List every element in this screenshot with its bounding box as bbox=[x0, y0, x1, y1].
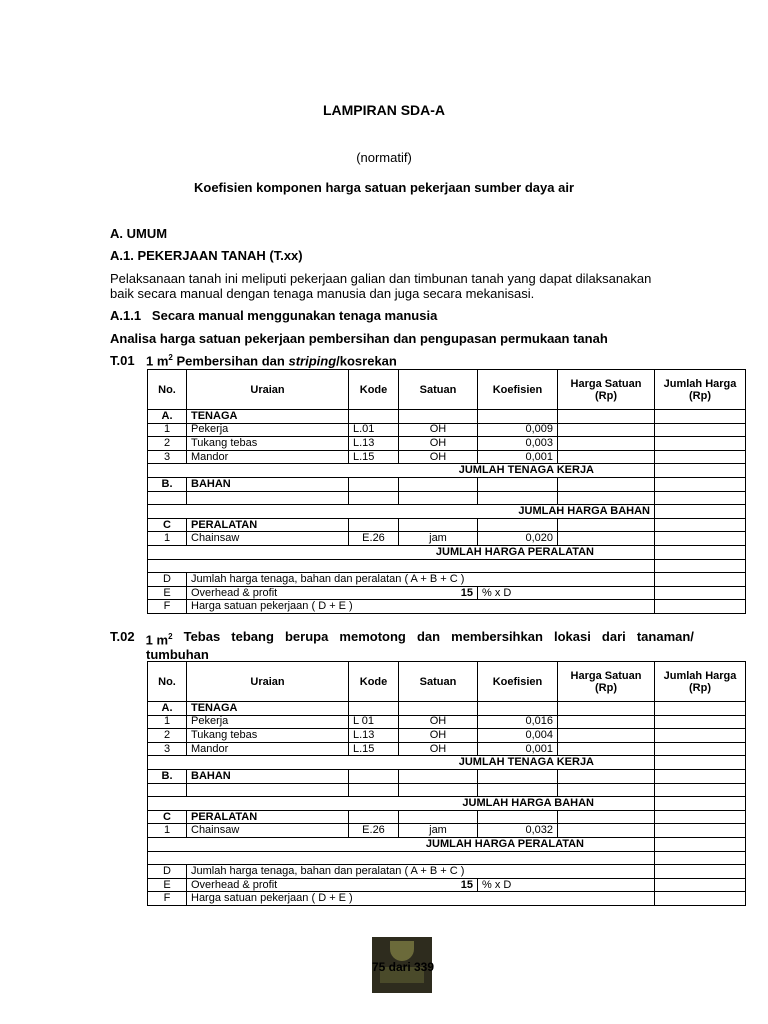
header-koefisien: Koefisien bbox=[478, 370, 558, 410]
row-uraian: Harga satuan pekerjaan ( D + E ) bbox=[187, 892, 655, 906]
row-koefisien: 0,001 bbox=[478, 742, 558, 756]
section-no: A. bbox=[148, 702, 187, 716]
row-no: F bbox=[148, 892, 187, 906]
table-t02 bbox=[147, 661, 746, 906]
row-satuan: jam bbox=[399, 824, 478, 838]
row-uraian: Overhead & profit bbox=[187, 878, 399, 892]
empty-row bbox=[148, 851, 746, 865]
header-no: No. bbox=[148, 662, 187, 702]
table-header-row bbox=[148, 370, 746, 410]
total-row-bahan bbox=[148, 797, 746, 811]
table-row bbox=[148, 824, 746, 838]
row-koefisien: 0,001 bbox=[478, 450, 558, 464]
overhead-value: 15 bbox=[399, 586, 478, 600]
analisa-heading: Analisa harga satuan pekerjaan pembersihan dan pengupasan permukaan tanah bbox=[110, 331, 608, 346]
header-jumlah-harga: Jumlah Harga (Rp) bbox=[655, 370, 746, 410]
section-row-bahan bbox=[148, 477, 746, 491]
total-row-tenaga bbox=[148, 464, 746, 478]
table-row bbox=[148, 729, 746, 743]
table-t01-desc-italic: striping bbox=[288, 353, 337, 369]
row-satuan: OH bbox=[399, 715, 478, 729]
page-number-badge bbox=[371, 937, 435, 993]
row-uraian: Jumlah harga tenaga, bahan dan peralatan ( A + B + C ) bbox=[187, 573, 655, 587]
section-a11-title: Secara manual menggunakan tenaga manusia bbox=[151, 308, 438, 323]
row-koefisien: 0,004 bbox=[478, 729, 558, 743]
empty-row bbox=[148, 559, 746, 573]
header-satuan: Satuan bbox=[399, 370, 478, 410]
total-label: JUMLAH HARGA BAHAN bbox=[148, 797, 655, 811]
section-a-heading: A. UMUM bbox=[110, 226, 168, 241]
header-kode: Kode bbox=[349, 370, 399, 410]
row-uraian: Pekerja bbox=[187, 715, 349, 729]
section-no: B. bbox=[148, 477, 187, 491]
row-no: 1 bbox=[148, 532, 187, 546]
row-no: D bbox=[148, 865, 187, 879]
header-uraian: Uraian bbox=[187, 662, 349, 702]
row-satuan: OH bbox=[399, 423, 478, 437]
table-t01-superscript: 2 bbox=[168, 353, 173, 362]
row-kode: L.13 bbox=[349, 437, 399, 451]
table-row bbox=[148, 532, 746, 546]
row-uraian: Mandor bbox=[187, 742, 349, 756]
header-uraian: Uraian bbox=[187, 370, 349, 410]
row-no: E bbox=[148, 878, 187, 892]
header-kode: Kode bbox=[349, 662, 399, 702]
total-label: JUMLAH TENAGA KERJA bbox=[148, 464, 655, 478]
table-t01-desc-pre: Pembersihan dan bbox=[176, 353, 289, 369]
row-uraian: Jumlah harga tenaga, bahan dan peralatan ( A + B + C ) bbox=[187, 865, 655, 879]
table-t01-title bbox=[110, 353, 397, 368]
row-uraian: Chainsaw bbox=[187, 532, 349, 546]
title-word: tebang bbox=[231, 629, 274, 644]
header-harga-satuan: Harga Satuan (Rp) bbox=[558, 662, 655, 702]
table-row bbox=[148, 742, 746, 756]
row-no: 2 bbox=[148, 729, 187, 743]
row-uraian: Overhead & profit bbox=[187, 586, 399, 600]
table-t01-quantity: 1 m bbox=[146, 353, 169, 369]
section-row-tenaga bbox=[148, 702, 746, 716]
row-kode: L.15 bbox=[349, 450, 399, 464]
title-word: memotong bbox=[339, 629, 406, 644]
page-subtitle: (normatif) bbox=[356, 150, 412, 165]
total-row-bahan bbox=[148, 505, 746, 519]
table-t02-quantity-wrap bbox=[146, 629, 173, 647]
row-kode: L.15 bbox=[349, 742, 399, 756]
section-row-bahan bbox=[148, 769, 746, 783]
summary-row-e bbox=[148, 878, 746, 892]
summary-row-f bbox=[148, 892, 746, 906]
row-satuan: OH bbox=[399, 742, 478, 756]
total-label: JUMLAH HARGA PERALATAN bbox=[148, 545, 655, 559]
title-word: Tebas bbox=[183, 629, 221, 644]
table-t02-title-line1 bbox=[110, 629, 694, 647]
page-title: LAMPIRAN SDA-A bbox=[322, 102, 446, 118]
table-row bbox=[148, 715, 746, 729]
logo-shape-icon bbox=[390, 941, 414, 961]
row-kode: E.26 bbox=[349, 824, 399, 838]
overhead-value: 15 bbox=[399, 878, 478, 892]
title-word: dari bbox=[601, 629, 626, 644]
summary-row-d bbox=[148, 573, 746, 587]
summary-row-d bbox=[148, 865, 746, 879]
row-uraian: Mandor bbox=[187, 450, 349, 464]
table-t02-quantity: 1 m bbox=[145, 632, 169, 648]
section-no: C bbox=[148, 518, 187, 532]
section-no: A. bbox=[148, 410, 187, 424]
row-no: 3 bbox=[148, 450, 187, 464]
document-heading: Koefisien komponen harga satuan pekerjaan sumber daya air bbox=[193, 180, 574, 195]
overhead-unit: % x D bbox=[478, 878, 655, 892]
title-word: dan bbox=[416, 629, 441, 644]
row-kode: L.01 bbox=[349, 423, 399, 437]
header-harga-satuan: Harga Satuan (Rp) bbox=[558, 370, 655, 410]
total-label: JUMLAH HARGA PERALATAN bbox=[148, 837, 655, 851]
section-no: B. bbox=[148, 769, 187, 783]
header-koefisien: Koefisien bbox=[478, 662, 558, 702]
header-no: No. bbox=[148, 370, 187, 410]
section-a1-paragraph: Pelaksanaan tanah ini meliputi pekerjaan galian dan timbunan tanah yang dapat dilaksanakan baik secara manual dengan tenaga manusia dan juga secara mekanisasi. bbox=[110, 271, 652, 301]
section-label: PERALATAN bbox=[187, 810, 349, 824]
table-t01-number: T.01 bbox=[110, 353, 135, 369]
table-row bbox=[148, 450, 746, 464]
row-no: 1 bbox=[148, 423, 187, 437]
summary-row-e bbox=[148, 586, 746, 600]
table-t02-title-line2: tumbuhan bbox=[146, 647, 209, 663]
section-row-peralatan bbox=[148, 810, 746, 824]
row-satuan: OH bbox=[399, 437, 478, 451]
row-kode: L 01 bbox=[349, 715, 399, 729]
total-label: JUMLAH HARGA BAHAN bbox=[148, 505, 655, 519]
row-satuan: OH bbox=[399, 450, 478, 464]
empty-row bbox=[148, 783, 746, 797]
header-satuan: Satuan bbox=[399, 662, 478, 702]
row-satuan: jam bbox=[399, 532, 478, 546]
table-t01-desc-post: /kosrekan bbox=[336, 353, 397, 369]
section-label: TENAGA bbox=[187, 702, 349, 716]
row-kode: E.26 bbox=[349, 532, 399, 546]
page-number: 75 dari 339 bbox=[371, 960, 435, 974]
row-uraian: Chainsaw bbox=[187, 824, 349, 838]
table-row bbox=[148, 423, 746, 437]
table-t02-number: T.02 bbox=[110, 629, 135, 644]
total-row-peralatan bbox=[148, 545, 746, 559]
row-no: 1 bbox=[148, 824, 187, 838]
row-uraian: Tukang tebas bbox=[187, 729, 349, 743]
empty-row bbox=[148, 491, 746, 505]
title-word: tanaman/ bbox=[636, 629, 694, 644]
summary-row-f bbox=[148, 600, 746, 614]
row-uraian: Harga satuan pekerjaan ( D + E ) bbox=[187, 600, 655, 614]
title-word: berupa bbox=[284, 629, 329, 644]
row-no: 3 bbox=[148, 742, 187, 756]
total-row-peralatan bbox=[148, 837, 746, 851]
row-uraian: Tukang tebas bbox=[187, 437, 349, 451]
title-word: membersihkan bbox=[451, 629, 543, 644]
row-koefisien: 0,009 bbox=[478, 423, 558, 437]
section-label: TENAGA bbox=[187, 410, 349, 424]
row-satuan: OH bbox=[399, 729, 478, 743]
section-row-tenaga bbox=[148, 410, 746, 424]
section-label: PERALATAN bbox=[187, 518, 349, 532]
table-header-row bbox=[148, 662, 746, 702]
row-no: F bbox=[148, 600, 187, 614]
row-koefisien: 0,020 bbox=[478, 532, 558, 546]
section-row-peralatan bbox=[148, 518, 746, 532]
section-a11-number: A.1.1 bbox=[110, 308, 142, 323]
total-label: JUMLAH TENAGA KERJA bbox=[148, 756, 655, 770]
section-a1-heading: A.1. PEKERJAAN TANAH (T.xx) bbox=[110, 248, 303, 263]
title-word: lokasi bbox=[553, 629, 591, 644]
table-t02-superscript: 2 bbox=[168, 632, 173, 641]
table-row bbox=[148, 437, 746, 451]
overhead-unit: % x D bbox=[478, 586, 655, 600]
section-label: BAHAN bbox=[187, 477, 349, 491]
row-no: E bbox=[148, 586, 187, 600]
table-t01 bbox=[147, 369, 746, 614]
row-no: 2 bbox=[148, 437, 187, 451]
header-jumlah-harga: Jumlah Harga (Rp) bbox=[655, 662, 746, 702]
section-a11-heading bbox=[110, 308, 437, 323]
row-no: 1 bbox=[148, 715, 187, 729]
total-row-tenaga bbox=[148, 756, 746, 770]
row-koefisien: 0,003 bbox=[478, 437, 558, 451]
row-kode: L.13 bbox=[349, 729, 399, 743]
row-koefisien: 0,032 bbox=[478, 824, 558, 838]
row-uraian: Pekerja bbox=[187, 423, 349, 437]
row-no: D bbox=[148, 573, 187, 587]
row-koefisien: 0,016 bbox=[478, 715, 558, 729]
section-no: C bbox=[148, 810, 187, 824]
section-label: BAHAN bbox=[187, 769, 349, 783]
table-t02-title bbox=[110, 629, 694, 662]
